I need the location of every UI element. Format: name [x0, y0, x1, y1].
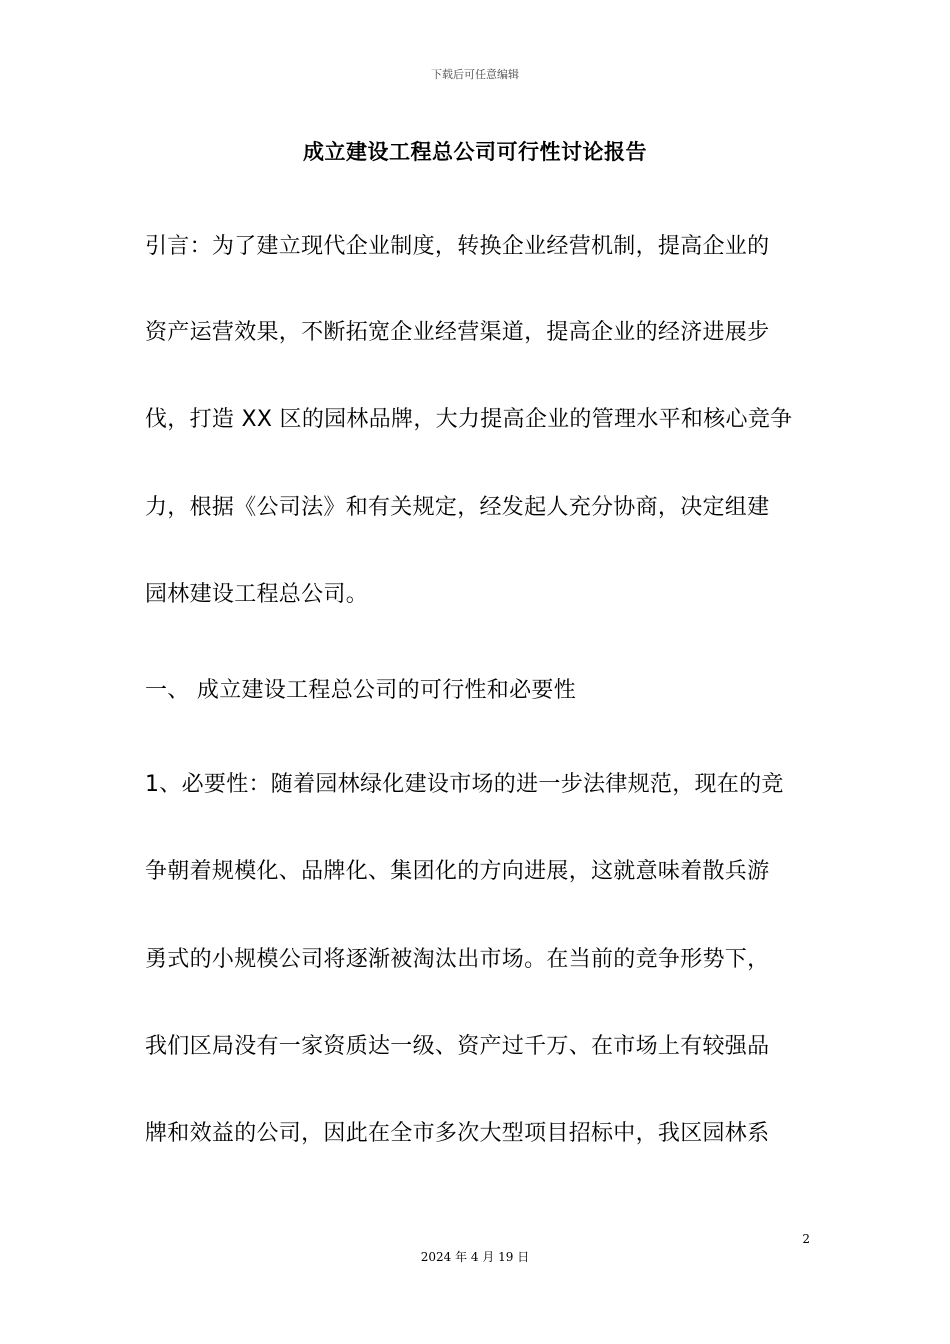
body-line: 力，根据《公司法》和有关规定，经发起人充分协商，决定组建: [145, 495, 770, 520]
body-line: 资产运营效果，不断拓宽企业经营渠道，提高企业的经济进展步: [145, 320, 770, 345]
section-heading: 一、 成立建设工程总公司的可行性和必要性: [145, 678, 576, 703]
body-line: 我们区局没有一家资质达一级、资产过千万、在市场上有较强品: [145, 1034, 770, 1059]
body-line: 1、必要性：随着园林绿化建设市场的进一步法律规范，现在的竞: [145, 772, 784, 797]
page-number: 2: [802, 1232, 810, 1246]
body-line: 勇式的小规模公司将逐渐被淘汰出市场。在当前的竞争形势下，: [145, 947, 770, 972]
footer-date: 2024 年 4 月 19 日: [420, 1250, 530, 1264]
body-line: 园林建设工程总公司。: [145, 582, 369, 607]
body-line: 争朝着规模化、品牌化、集团化的方向进展，这就意味着散兵游: [145, 859, 770, 884]
header-note: 下载后可任意编辑: [431, 68, 519, 81]
document-title: 成立建设工程总公司可行性讨论报告: [303, 140, 647, 164]
body-line: 牌和效益的公司，因此在全市多次大型项目招标中，我区园林系: [145, 1121, 770, 1146]
body-line: 伐，打造 XX 区的园林品牌，大力提高企业的管理水平和核心竞争: [145, 407, 793, 432]
body-line: 引言：为了建立现代企业制度，转换企业经营机制，提高企业的: [145, 234, 770, 259]
